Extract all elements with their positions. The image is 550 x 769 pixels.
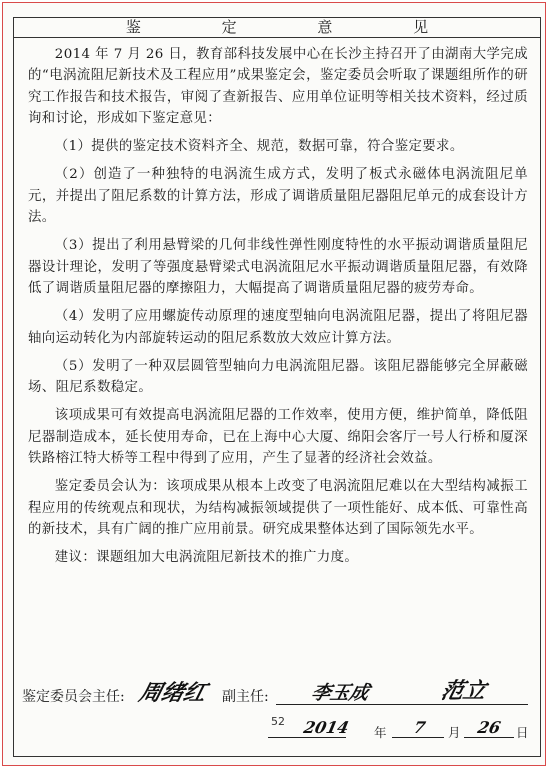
vice-chair-signature-2: 范立 — [438, 678, 489, 704]
date-row — [264, 718, 534, 744]
chair-label: 鉴定委员会主任: — [22, 689, 125, 705]
date-month: 7 — [411, 718, 428, 737]
opinion-item-5: （5）发明了一种双层圆管型轴向力电涡流阻尼器。该阻尼器能够完全屏蔽磁场、阻尼系数稳定。 — [28, 358, 528, 396]
year-line — [268, 737, 346, 738]
suggestion-paragraph: 建议：课题组加大电涡流阻尼新技术的推广力度。 — [54, 550, 359, 566]
vice-chair-signature-1: 李玉成 — [308, 682, 372, 704]
month-line — [392, 737, 444, 738]
signature-row — [22, 674, 530, 708]
year-unit: 年 — [374, 725, 387, 740]
appraisal-form — [13, 17, 541, 757]
month-unit: 月 — [448, 725, 461, 740]
vice-chair-label: 副主任: — [222, 689, 269, 705]
chair-signature: 周绪红 — [136, 680, 209, 706]
opinion-body — [28, 44, 528, 576]
intro-paragraph: 2014 年 7 月 26 日，教育部科技发展中心在长沙主持召开了由湖南大学完成的“电涡流阻尼新技术及工程应用”成果鉴定会，鉴定委员会听取了课题组所作的研究工作报告和技术报告，审阅了查新报告、应用单位证明等相关技术资料，经过质询和讨论，形成如下鉴定意见： — [28, 47, 528, 126]
date-day: 26 — [475, 718, 503, 737]
opinion-item-4: （4）发明了应用螺旋传动原理的速度型轴向电涡流阻尼器，提出了将阻尼器轴向运动转化为内部旋转运动的阻尼系数放大效应计算方法。 — [28, 309, 528, 346]
page-frame — [2, 2, 546, 766]
day-unit: 日 — [516, 725, 529, 740]
opinion-item-3: （3）提出了利用悬臂梁的几何非线性弹性刚度特性的水平振动调谐质量阻尼器设计理论，发明了等强度悬臂梁式电涡流阻尼水平振动调谐质量阻尼器，有效降低了调谐质量阻尼器的摩擦阻力，大幅提高了调谐质量阻尼器的疲劳寿命。 — [28, 238, 528, 296]
conclusion-paragraph: 鉴定委员会认为：该项成果从根本上改变了电涡流阻尼难以在大型结构减振工程应用的传统观点和现状，为结构减振领域提供了一项性能好、成本低、可靠性高的新技术，具有广阔的推广应用前景。研究成果整体达到了国际领先水平。 — [28, 479, 528, 537]
page-number: 52 — [271, 715, 285, 728]
form-title: 鉴 定 意 见 — [14, 18, 540, 38]
benefit-paragraph: 该项成果可有效提高电涡流阻尼器的工作效率，使用方便，维护简单，降低阻尼器制造成本，延长使用寿命，已在上海中心大厦、绵阳会客厅一号人行桥和厦深铁路榕江特大桥等工程中得到了应用，产生了显著的经济社会效益。 — [28, 408, 528, 467]
opinion-item-2: （2）创造了一种独特的电涡流生成方式，发明了板式永磁体电涡流阻尼单元，并提出了阻尼系数的计算方法，形成了调谐质量阻尼器阻尼单元的成套设计方法。 — [28, 167, 528, 226]
day-line — [464, 737, 514, 738]
opinion-item-1: （1）提供的鉴定技术资料齐全、规范，数据可靠，符合鉴定要求。 — [54, 139, 464, 155]
date-year: 2014 — [301, 718, 351, 737]
